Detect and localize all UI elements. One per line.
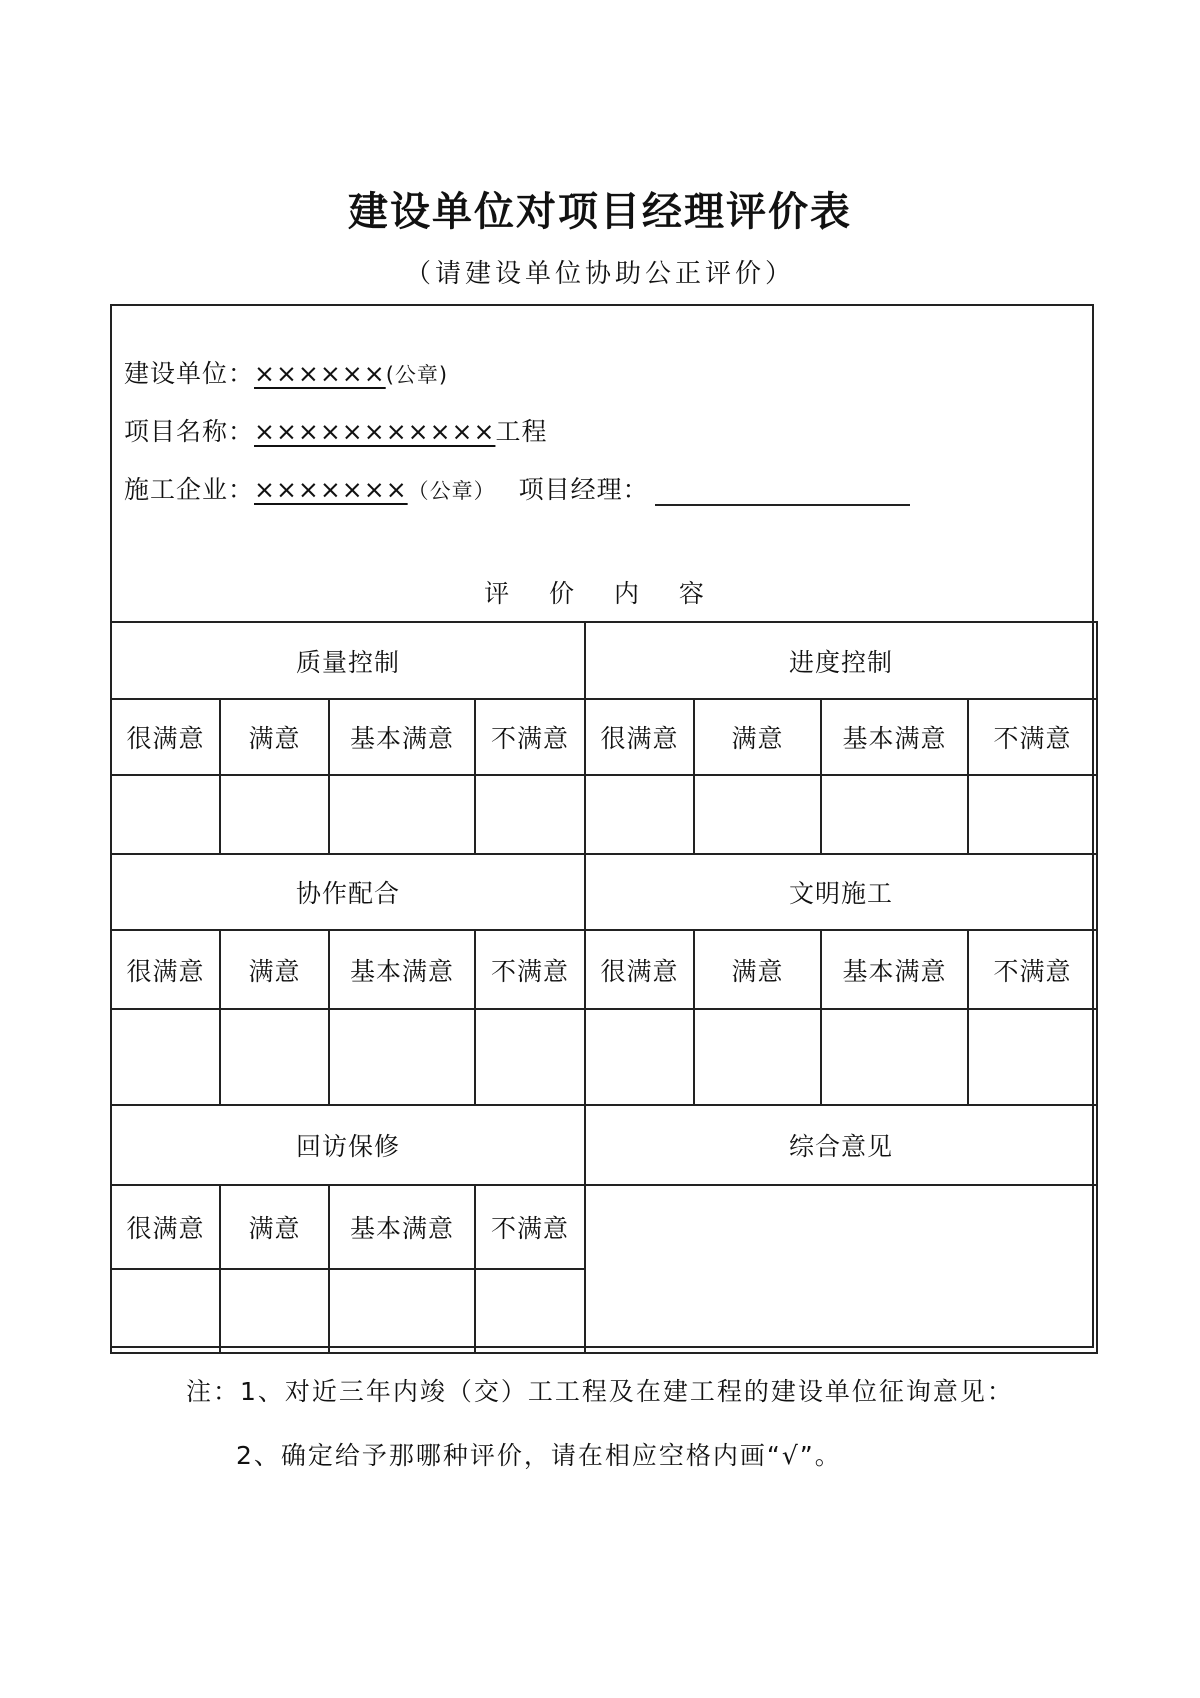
section-quality: 质量控制	[111, 622, 585, 699]
option-unsatisfied: 不满意	[475, 1185, 585, 1269]
check-cell[interactable]	[220, 1269, 329, 1353]
project-line	[124, 412, 547, 448]
check-cell[interactable]	[475, 1009, 585, 1105]
check-cell[interactable]	[475, 775, 585, 854]
option-satisfied: 满意	[220, 1185, 329, 1269]
option-very-satisfied: 很满意	[585, 699, 694, 775]
check-cell[interactable]	[821, 1009, 968, 1105]
option-unsatisfied: 不满意	[475, 930, 585, 1009]
option-unsatisfied: 不满意	[475, 699, 585, 775]
builder-label: 建设单位：	[124, 359, 255, 388]
evaluation-form	[110, 304, 1094, 1348]
note-2: 2、确定给予那哪种评价，请在相应空格内画“√”。	[236, 1441, 842, 1470]
section-civilized: 文明施工	[585, 854, 1097, 930]
manager-label: 项目经理：	[518, 475, 649, 504]
check-cell[interactable]	[220, 1009, 329, 1105]
option-very-satisfied: 很满意	[111, 1185, 220, 1269]
option-satisfied: 满意	[694, 699, 821, 775]
option-basically-satisfied: 基本满意	[821, 699, 968, 775]
project-value[interactable]: ×××××××××××	[254, 417, 496, 446]
note-1: 注：1、对近三年内竣（交）工工程及在建工程的建设单位征询意见：	[186, 1377, 1014, 1406]
check-cell[interactable]	[694, 1009, 821, 1105]
check-cell[interactable]	[111, 1009, 220, 1105]
check-cell[interactable]	[475, 1269, 585, 1353]
option-satisfied: 满意	[694, 930, 821, 1009]
check-cell[interactable]	[585, 1009, 694, 1105]
option-satisfied: 满意	[220, 930, 329, 1009]
check-cell[interactable]	[968, 1009, 1097, 1105]
builder-line	[124, 354, 448, 390]
overall-opinion-field[interactable]	[585, 1185, 1097, 1353]
check-cell[interactable]	[220, 775, 329, 854]
check-cell[interactable]	[968, 775, 1097, 854]
option-basically-satisfied: 基本满意	[821, 930, 968, 1009]
check-cell[interactable]	[329, 1269, 475, 1353]
section-revisit: 回访保修	[111, 1105, 585, 1185]
option-very-satisfied: 很满意	[111, 699, 220, 775]
check-cell[interactable]	[329, 1009, 475, 1105]
option-very-satisfied: 很满意	[111, 930, 220, 1009]
option-unsatisfied: 不满意	[968, 699, 1097, 775]
option-basically-satisfied: 基本满意	[329, 930, 475, 1009]
project-label: 项目名称：	[124, 417, 255, 446]
contractor-seal: （公章）	[407, 479, 496, 503]
builder-seal: (公章)	[385, 363, 449, 387]
option-very-satisfied: 很满意	[585, 930, 694, 1009]
contractor-line	[124, 470, 910, 506]
section-schedule: 进度控制	[585, 622, 1097, 699]
check-cell[interactable]	[111, 1269, 220, 1353]
contractor-value[interactable]: ×××××××	[254, 475, 408, 504]
project-suffix: 工程	[495, 417, 548, 446]
option-unsatisfied: 不满意	[968, 930, 1097, 1009]
check-cell[interactable]	[585, 775, 694, 854]
evaluation-table	[110, 621, 1098, 1354]
manager-field[interactable]	[655, 474, 910, 506]
form-subtitle: （请建设单位协助公正评价）	[404, 259, 795, 289]
section-overall: 综合意见	[585, 1105, 1097, 1185]
check-cell[interactable]	[111, 775, 220, 854]
check-cell[interactable]	[821, 775, 968, 854]
option-satisfied: 满意	[220, 699, 329, 775]
option-basically-satisfied: 基本满意	[329, 1185, 475, 1269]
option-basically-satisfied: 基本满意	[329, 699, 475, 775]
form-title: 建设单位对项目经理评价表	[348, 188, 852, 235]
check-cell[interactable]	[694, 775, 821, 854]
builder-value[interactable]: ××××××	[254, 359, 386, 388]
check-cell[interactable]	[329, 775, 475, 854]
section-cooperation: 协作配合	[111, 854, 585, 930]
content-title: 评 价 内 容	[484, 579, 720, 608]
contractor-label: 施工企业：	[124, 475, 255, 504]
